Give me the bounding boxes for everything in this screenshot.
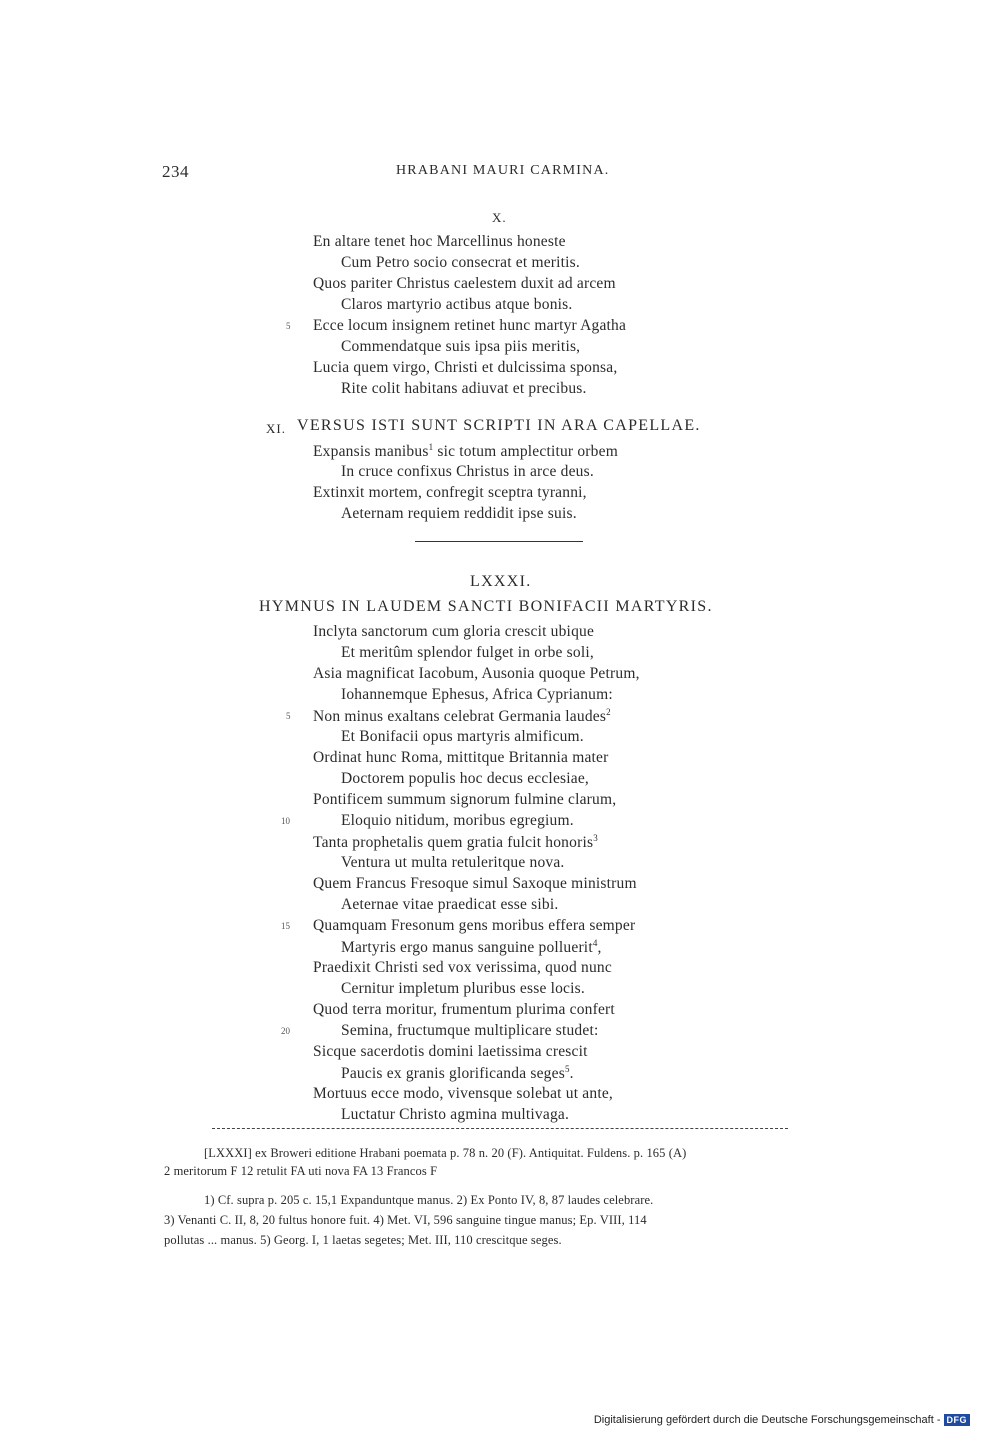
verse-line: Paucis ex granis glorificanda seges$^5$. xyxy=(341,1064,574,1083)
footnote-marker: 5 xyxy=(564,1064,570,1074)
verse-line: Iohannemque Ephesus, Africa Cyprianum: xyxy=(341,686,613,703)
verse-line: Ordinat hunc Roma, mittitque Britannia mater xyxy=(313,749,609,766)
footnote-marker: 3 xyxy=(593,833,598,843)
verse-text: sic totum amplectitur orbem xyxy=(433,443,618,461)
verse-line: In cruce confixus Christus in arce deus. xyxy=(341,463,594,480)
verse-text: Non minus exaltans celebrat Germania laudes xyxy=(313,708,607,726)
footnote-line: 1) Cf. supra p. 205 c. 15,1 Expanduntque manus. 2) Ex Ponto IV, 8, 87 laudes celebrare. xyxy=(204,1193,654,1207)
verse-line: Commendatque suis ipsa piis meritis, xyxy=(341,338,581,355)
apparatus-divider xyxy=(212,1128,788,1129)
verse-line: Aeternam requiem reddidit ipse suis. xyxy=(341,505,577,522)
apparatus-line: [LXXXI] ex Broweri editione Hrabani poemata p. 78 n. 20 (F). Antiquitat. Fuldens. p. 165 (A) xyxy=(204,1146,687,1160)
verse-line: Ecce locum insignem retinet hunc martyr Agatha xyxy=(313,317,627,334)
verse-line: Claros martyrio actibus atque bonis. xyxy=(341,296,573,313)
poem-number: LXXXI. xyxy=(470,573,532,590)
verse-line: Martyris ergo manus sanguine polluerit$^4$, xyxy=(341,938,602,957)
dfg-logo-icon: DFG xyxy=(944,1414,971,1426)
verse-line: Quem Francus Fresoque simul Saxoque ministrum xyxy=(313,875,637,892)
verse-line: Eloquio nitidum, moribus egregium. xyxy=(341,812,574,829)
verse-text: Martyris ergo manus sanguine polluerit xyxy=(341,939,593,957)
verse-line: Luctatur Christo agmina multivaga. xyxy=(341,1106,570,1123)
apparatus-line: 2 meritorum F 12 retulit FA uti nova FA 13 Francos F xyxy=(164,1164,438,1178)
verse-line: Praedixit Christi sed vox verissima, quod nunc xyxy=(313,959,612,976)
verse-line: Extinxit mortem, confregit sceptra tyranni, xyxy=(313,484,587,501)
verse-line: Pontificem summum signorum fulmine clarum, xyxy=(313,791,617,808)
verse-text: Paucis ex granis glorificanda seges xyxy=(341,1065,565,1083)
section-divider xyxy=(415,541,583,542)
verse-line: Et meritûm splendor fulget in orbe soli, xyxy=(341,644,594,661)
page-number: 234 xyxy=(162,162,189,181)
footnote-line: 3) Venanti C. II, 8, 20 fultus honore fuit. 4) Met. VI, 596 sanguine tingue manus; Ep. VIII, 114 xyxy=(164,1213,647,1227)
verse-line: Quod terra moritur, frumentum plurima confert xyxy=(313,1001,615,1018)
footnote-marker: 1 xyxy=(428,442,434,452)
line-number: 10 xyxy=(281,816,290,826)
line-number: 5 xyxy=(286,321,291,331)
verse-line: Sicque sacerdotis domini laetissima crescit xyxy=(313,1043,588,1060)
verse-line: Quos pariter Christus caelestem duxit ad arcem xyxy=(313,275,616,292)
section-x-number: X. xyxy=(492,210,507,225)
verse-line xyxy=(313,833,598,852)
verse-line: Inclyta sanctorum cum gloria crescit ubique xyxy=(313,623,595,640)
verse-line: Lucia quem virgo, Christi et dulcissima sponsa, xyxy=(313,359,618,376)
verse-line: Cernitur impletum pluribus esse locis. xyxy=(341,980,585,997)
verse-line: Rite colit habitans adiuvat et precibus. xyxy=(341,380,587,397)
verse-line xyxy=(313,442,618,461)
verse-line: Et Bonifacii opus martyris almificum. xyxy=(341,728,584,745)
section-xi-title: VERSUS ISTI SUNT SCRIPTI IN ARA CAPELLAE. xyxy=(297,417,701,434)
footnote-marker: 4 xyxy=(592,938,598,948)
line-number: 20 xyxy=(281,1026,290,1036)
verse-line xyxy=(313,707,611,726)
line-number: 15 xyxy=(281,921,290,931)
footnote-marker: 2 xyxy=(606,707,611,717)
verse-line: Asia magnificat Iacobum, Ausonia quoque Petrum, xyxy=(313,665,640,682)
credit-text: Digitalisierung gefördert durch die Deutsche Forschungsgemeinschaft - xyxy=(593,1414,941,1426)
verse-line: Cum Petro socio consecrat et meritis. xyxy=(341,254,580,271)
verse-line: En altare tenet hoc Marcellinus honeste xyxy=(313,233,566,250)
footnote-line: pollutas ... manus. 5) Georg. I, 1 laetas segetes; Met. III, 110 crescitque seges. xyxy=(164,1233,562,1247)
verse-line: Mortuus ecce modo, vivensque solebat ut ante, xyxy=(313,1085,613,1102)
verse-line: Aeternae vitae praedicat esse sibi. xyxy=(341,896,559,913)
verse-text: Expansis manibus xyxy=(313,443,429,461)
section-xi-number: XI. xyxy=(266,421,286,436)
verse-text: Tanta prophetalis quem gratia fulcit honoris xyxy=(313,834,594,852)
verse-line: Quamquam Fresonum gens moribus effera semper xyxy=(313,917,636,934)
line-number: 5 xyxy=(286,711,291,721)
poem-title: HYMNUS IN LAUDEM SANCTI BONIFACII MARTYRIS. xyxy=(259,598,713,615)
digitization-credit xyxy=(594,1414,970,1426)
verse-line: Ventura ut multa retuleritque nova. xyxy=(341,854,565,871)
verse-line: Doctorem populis hoc decus ecclesiae, xyxy=(341,770,589,787)
verse-line: Semina, fructumque multiplicare studet: xyxy=(341,1022,599,1039)
running-title: HRABANI MAURI CARMINA. xyxy=(396,163,610,178)
